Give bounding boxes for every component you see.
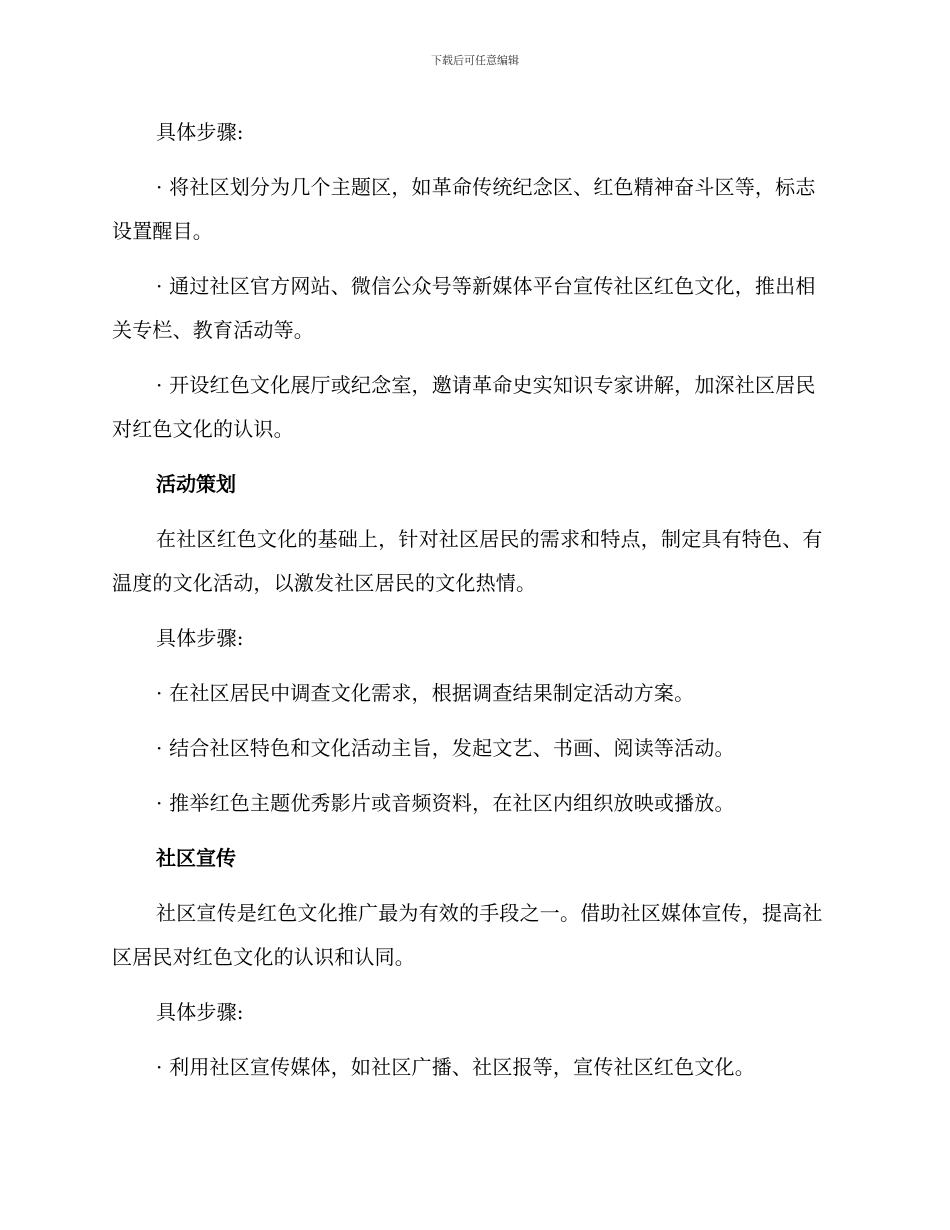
bullet-item: · 利用社区宣传媒体，如社区广播、社区报等，宣传社区红色文化。 <box>156 1055 755 1079</box>
bullet-item: · 在社区居民中调查文化需求，根据调查结果制定活动方案。 <box>156 681 695 705</box>
bullet-item: · 推举红色主题优秀影片或音频资料，在社区内组织放映或播放。 <box>156 791 735 815</box>
steps-label: 具体步骤: <box>156 626 244 650</box>
bullet-item: · 通过社区官方网站、微信公众号等新媒体平台宣传社区红色文化，推出相关专栏、教育活动等。 <box>112 274 816 342</box>
bullet-item: · 开设红色文化展厅或纪念室，邀请革命史实知识专家讲解，加深社区居民对红色文化的认识。 <box>112 373 816 441</box>
paragraph: 在社区红色文化的基础上，针对社区居民的需求和特点，制定具有特色、有温度的文化活动，以激发社区居民的文化热情。 <box>112 527 823 595</box>
section-heading-community-promotion: 社区宣传 <box>156 846 236 870</box>
bullet-item: · 将社区划分为几个主题区，如革命传统纪念区、红色精神奋斗区等，标志设置醒目。 <box>112 175 816 243</box>
steps-label: 具体步骤: <box>156 1000 244 1024</box>
steps-label: 具体步骤: <box>156 120 244 144</box>
section-heading-activity-planning: 活动策划 <box>156 472 236 496</box>
paragraph: 社区宣传是红色文化推广最为有效的手段之一。借助社区媒体宣传，提高社区居民对红色文化的认识和认同。 <box>112 901 823 969</box>
bullet-item: · 结合社区特色和文化活动主旨，发起文艺、书画、阅读等活动。 <box>156 736 735 760</box>
page-header: 下载后可任意编辑 <box>431 54 519 67</box>
document-body <box>112 110 832 1089</box>
